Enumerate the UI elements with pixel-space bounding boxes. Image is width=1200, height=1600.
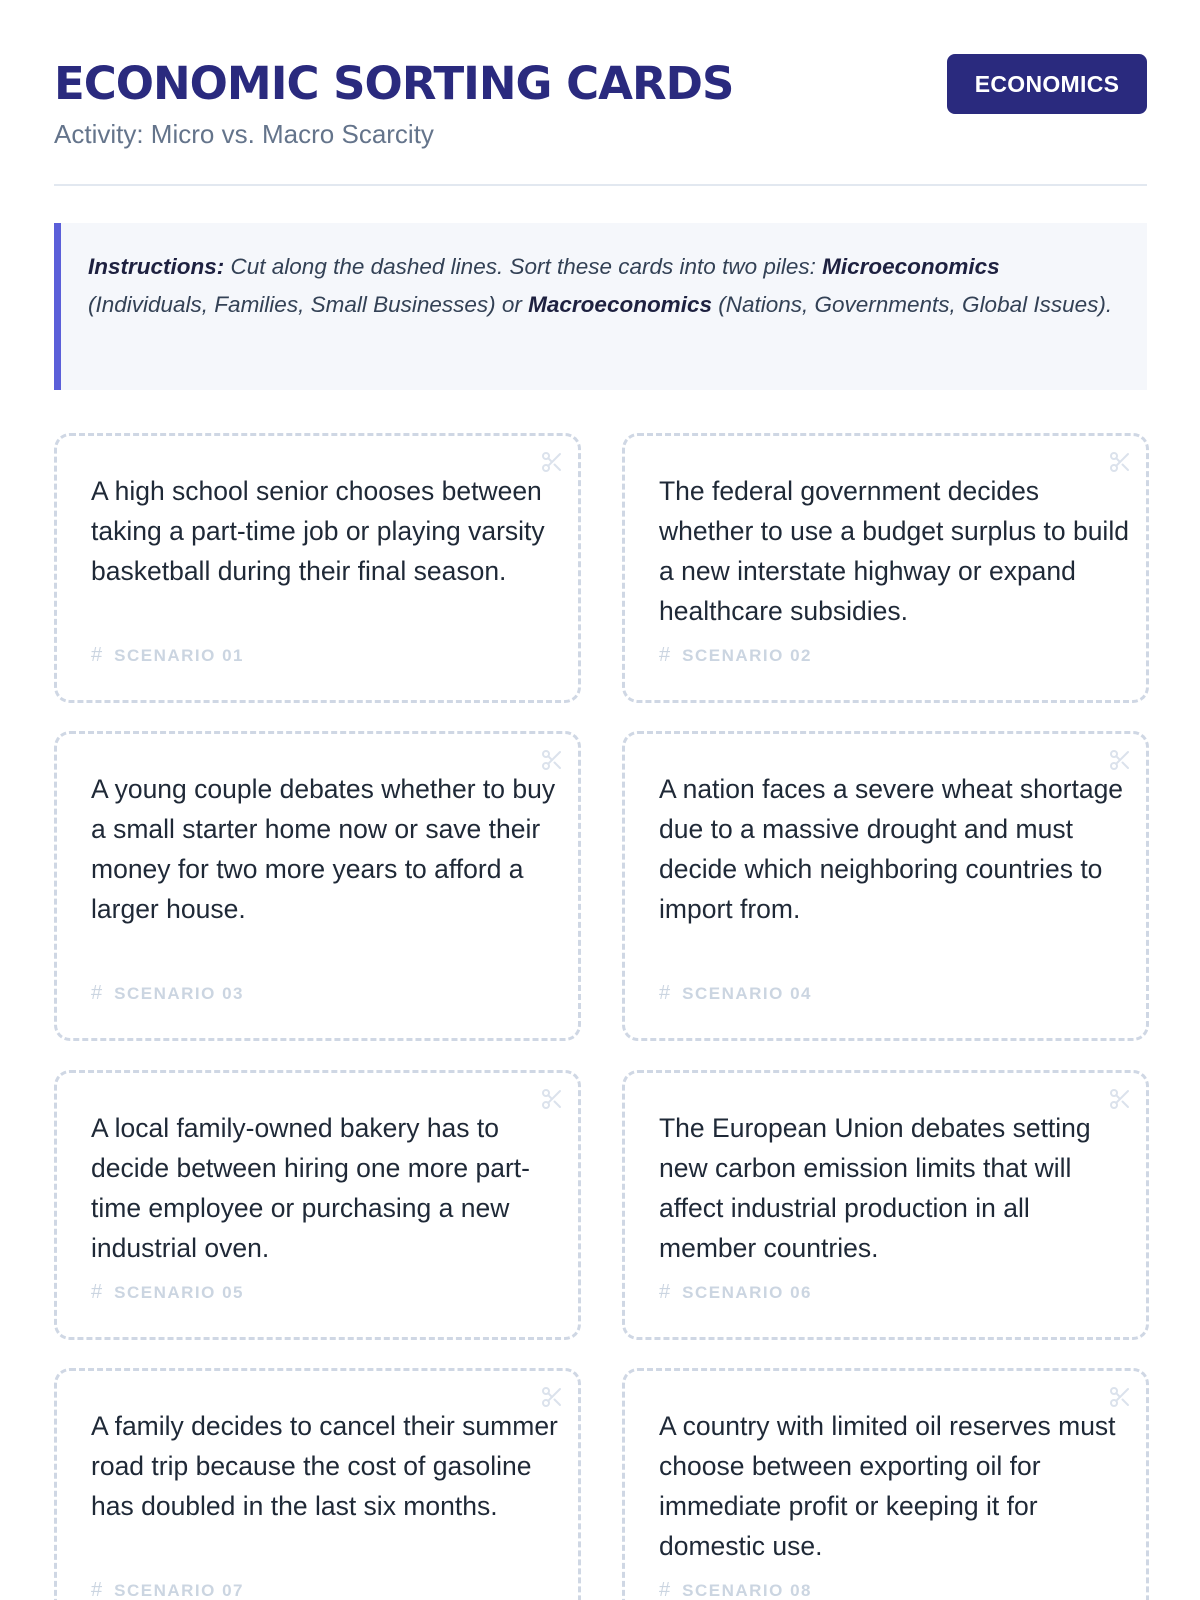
card-text: A family decides to cancel their summer road trip because the cost of gasoline has doubled in the last six months. xyxy=(91,1411,558,1521)
hash-icon: # xyxy=(659,644,671,666)
scenario-card[interactable] xyxy=(54,731,581,1041)
header xyxy=(54,50,1147,186)
instructions-label: Instructions: xyxy=(88,254,225,279)
scenario-card[interactable] xyxy=(54,433,581,703)
card-text: A nation faces a severe wheat shortage due to a massive drought and must decide which neighboring countries to import from. xyxy=(659,774,1124,924)
card-tag-label: SCENARIO 01 xyxy=(114,645,244,665)
card-tag-label: SCENARIO 05 xyxy=(114,1282,244,1302)
scenario-card[interactable] xyxy=(622,1368,1149,1600)
card-tag xyxy=(91,982,244,1005)
card-tag xyxy=(91,1281,244,1304)
card-tag-label: SCENARIO 07 xyxy=(114,1580,244,1600)
instructions-macro: Macroeconomics xyxy=(528,292,712,317)
hash-icon: # xyxy=(659,1281,671,1303)
scenario-card[interactable] xyxy=(54,1070,581,1340)
card-text: The federal government decides whether to use a budget surplus to build a new interstate highway or expand healthcare subsidies. xyxy=(659,476,1129,626)
subject-badge: ECONOMICS xyxy=(947,54,1147,114)
card-tag xyxy=(659,982,812,1005)
page-title: ECONOMIC SORTING CARDS xyxy=(54,57,734,110)
instructions-micro: Microeconomics xyxy=(822,254,1000,279)
card-text: A country with limited oil reserves must choose between exporting oil for immediate profit or keeping it for domestic use. xyxy=(659,1411,1116,1561)
instructions-text-1: Cut along the dashed lines. Sort these cards into two piles: xyxy=(224,254,823,279)
card-text: A local family-owned bakery has to decide between hiring one more part-time employee or purchasing a new industrial oven. xyxy=(91,1113,530,1263)
card-text: A young couple debates whether to buy a small starter home now or save their money for two more years to afford a larger house. xyxy=(91,774,556,924)
hash-icon: # xyxy=(659,982,671,1004)
hash-icon: # xyxy=(91,1579,103,1600)
card-text: The European Union debates setting new carbon emission limits that will affect industrial production in all member countries. xyxy=(659,1113,1091,1263)
card-text: A high school senior chooses between taking a part-time job or playing varsity basketball during their final season. xyxy=(91,476,545,586)
instructions-text-2: (Individuals, Families, Small Businesses) or xyxy=(88,292,529,317)
hash-icon: # xyxy=(91,644,103,666)
scenario-card[interactable] xyxy=(622,433,1149,703)
card-tag-label: SCENARIO 02 xyxy=(682,645,812,665)
card-tag xyxy=(91,644,244,667)
scenario-card[interactable] xyxy=(622,731,1149,1041)
scenario-card[interactable] xyxy=(54,1368,581,1600)
card-tag-label: SCENARIO 06 xyxy=(682,1282,812,1302)
scenario-card[interactable] xyxy=(622,1070,1149,1340)
hash-icon: # xyxy=(91,982,103,1004)
instructions-box xyxy=(54,223,1147,390)
card-tag xyxy=(659,1281,812,1304)
hash-icon: # xyxy=(91,1281,103,1303)
instructions-text-3: (Nations, Governments, Global Issues). xyxy=(711,292,1113,317)
card-tag-label: SCENARIO 03 xyxy=(114,983,244,1003)
hash-icon: # xyxy=(659,1579,671,1600)
card-tag xyxy=(91,1579,244,1600)
card-tag xyxy=(659,644,812,667)
card-tag-label: SCENARIO 04 xyxy=(682,983,812,1003)
card-tag xyxy=(659,1579,812,1600)
page-subtitle: Activity: Micro vs. Macro Scarcity xyxy=(54,119,434,149)
card-tag-label: SCENARIO 08 xyxy=(682,1580,812,1600)
